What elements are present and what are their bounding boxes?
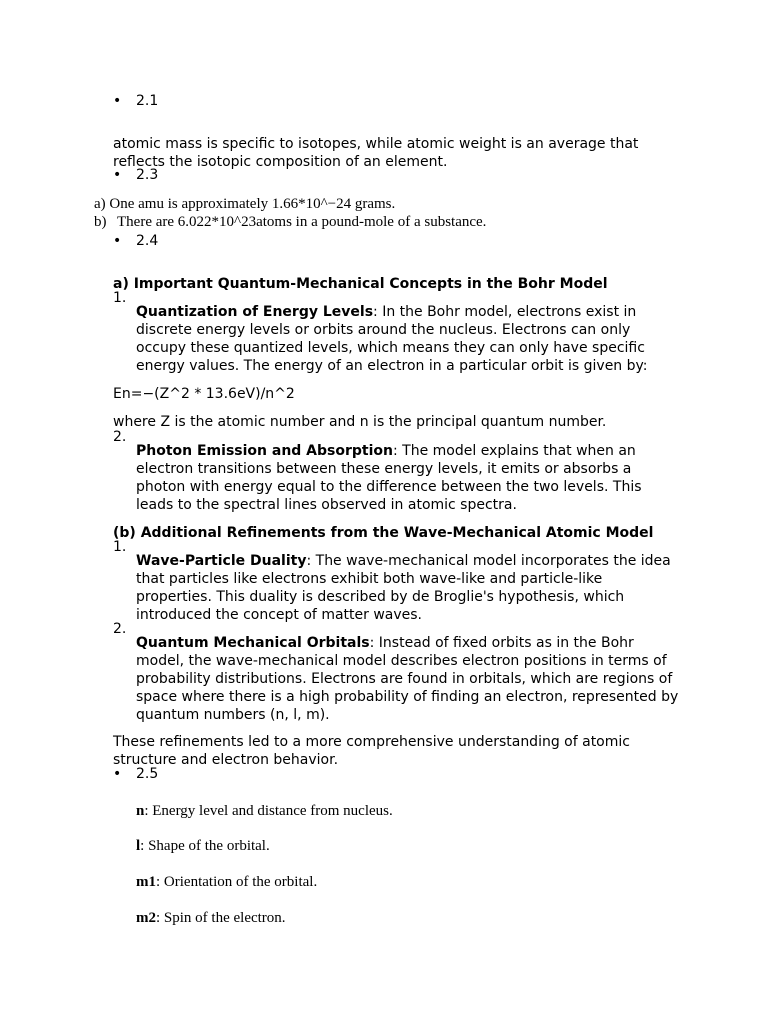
wave-item-1-term: Wave-Particle Duality [136,553,307,569]
section-2-3-label: 2.3 [136,167,159,183]
quantum-number-m1-text: : Orientation of the orbital. [156,874,318,890]
bohr-item-1-text: : In the Bohr model, electrons exist in discrete energy levels or orbits around the nucleus. Electrons can only occupy these quantized levels, which means they can only have specific energy values. The energy of an electron in a particular orbit is given by: [136,304,648,374]
quantum-number-m2 [136,910,286,927]
wave-item-1-number: 1. [113,539,127,555]
bullet-2-5: • [113,766,122,782]
atomic-mass-paragraph: atomic mass is specific to isotopes, while atomic weight is an average that reflects the isotopic composition of an element. [113,136,639,170]
section-2-1-label: 2.1 [136,93,159,109]
amu-line-b-text: There are 6.022*10^23atoms in a pound-mole of a substance. [117,214,487,230]
bohr-item-2-number: 2. [113,429,127,445]
bullet-2-1: • [113,93,122,109]
bohr-item-2-term: Photon Emission and Absorption [136,443,393,459]
quantum-number-m1-term: m1 [136,874,156,890]
wave-item-1-text: : The wave-mechanical model incorporates the idea that particles like electrons exhibit both wave-like and particle-like properties. This duality is described by de Broglie's hypothesis, which introduced the concept of matter waves. [136,553,671,623]
amu-line-b-marker: b) [94,214,107,230]
wave-item-2-text: : Instead of fixed orbits as in the Bohr model, the wave-mechanical model describes electron positions in terms of probability distributions. Electrons are found in orbitals, which are regions of space where there is a high probability of finding an electron, represented by quantum numbers (n, l, m). [136,635,679,723]
bohr-item-2-text: : The model explains that when an electron transitions between these energy levels, it emits or absorbs a photon with energy equal to the difference between the two levels. This leads to the spectral lines observed in atomic spectra. [136,443,642,513]
formula-explanation: where Z is the atomic number and n is the principal quantum number. [113,414,607,430]
quantum-number-m1 [136,874,317,891]
quantum-number-n-term: n [136,803,145,819]
amu-line-a: a) One amu is approximately 1.66*10^−24 grams. [94,196,396,212]
quantum-number-m2-text: : Spin of the electron. [156,910,286,926]
quantum-number-n-text: : Energy level and distance from nucleus. [144,803,393,819]
bohr-item-1-term: Quantization of Energy Levels [136,304,374,320]
wave-item-2-number: 2. [113,621,127,637]
section-2-4-label: 2.4 [136,233,159,249]
quantum-number-n [136,803,393,820]
section-2-5-label: 2.5 [136,766,159,782]
quantum-number-l-term: l [136,838,141,854]
energy-formula: En=−(Z^2 * 13.6eV)/n^2 [113,386,295,402]
wave-item-2-term: Quantum Mechanical Orbitals [136,635,370,651]
heading-wave-model: (b) Additional Refinements from the Wave-Mechanical Atomic Model [113,525,654,541]
bullet-2-4: • [113,233,122,249]
wave-item-2 [136,634,681,724]
heading-bohr-model: a) Important Quantum-Mechanical Concepts in the Bohr Model [113,276,608,292]
bohr-item-1-number: 1. [113,290,127,306]
quantum-number-m2-term: m2 [136,910,156,926]
bullet-2-3: • [113,167,122,183]
bohr-item-1 [136,303,681,375]
wave-item-1 [136,552,681,624]
conclusion-paragraph: These refinements led to a more comprehensive understanding of atomic structure and electron behavior. [113,734,630,768]
quantum-number-l [136,838,270,855]
bohr-item-2 [136,442,681,514]
quantum-number-l-text: : Shape of the orbital. [140,838,270,854]
